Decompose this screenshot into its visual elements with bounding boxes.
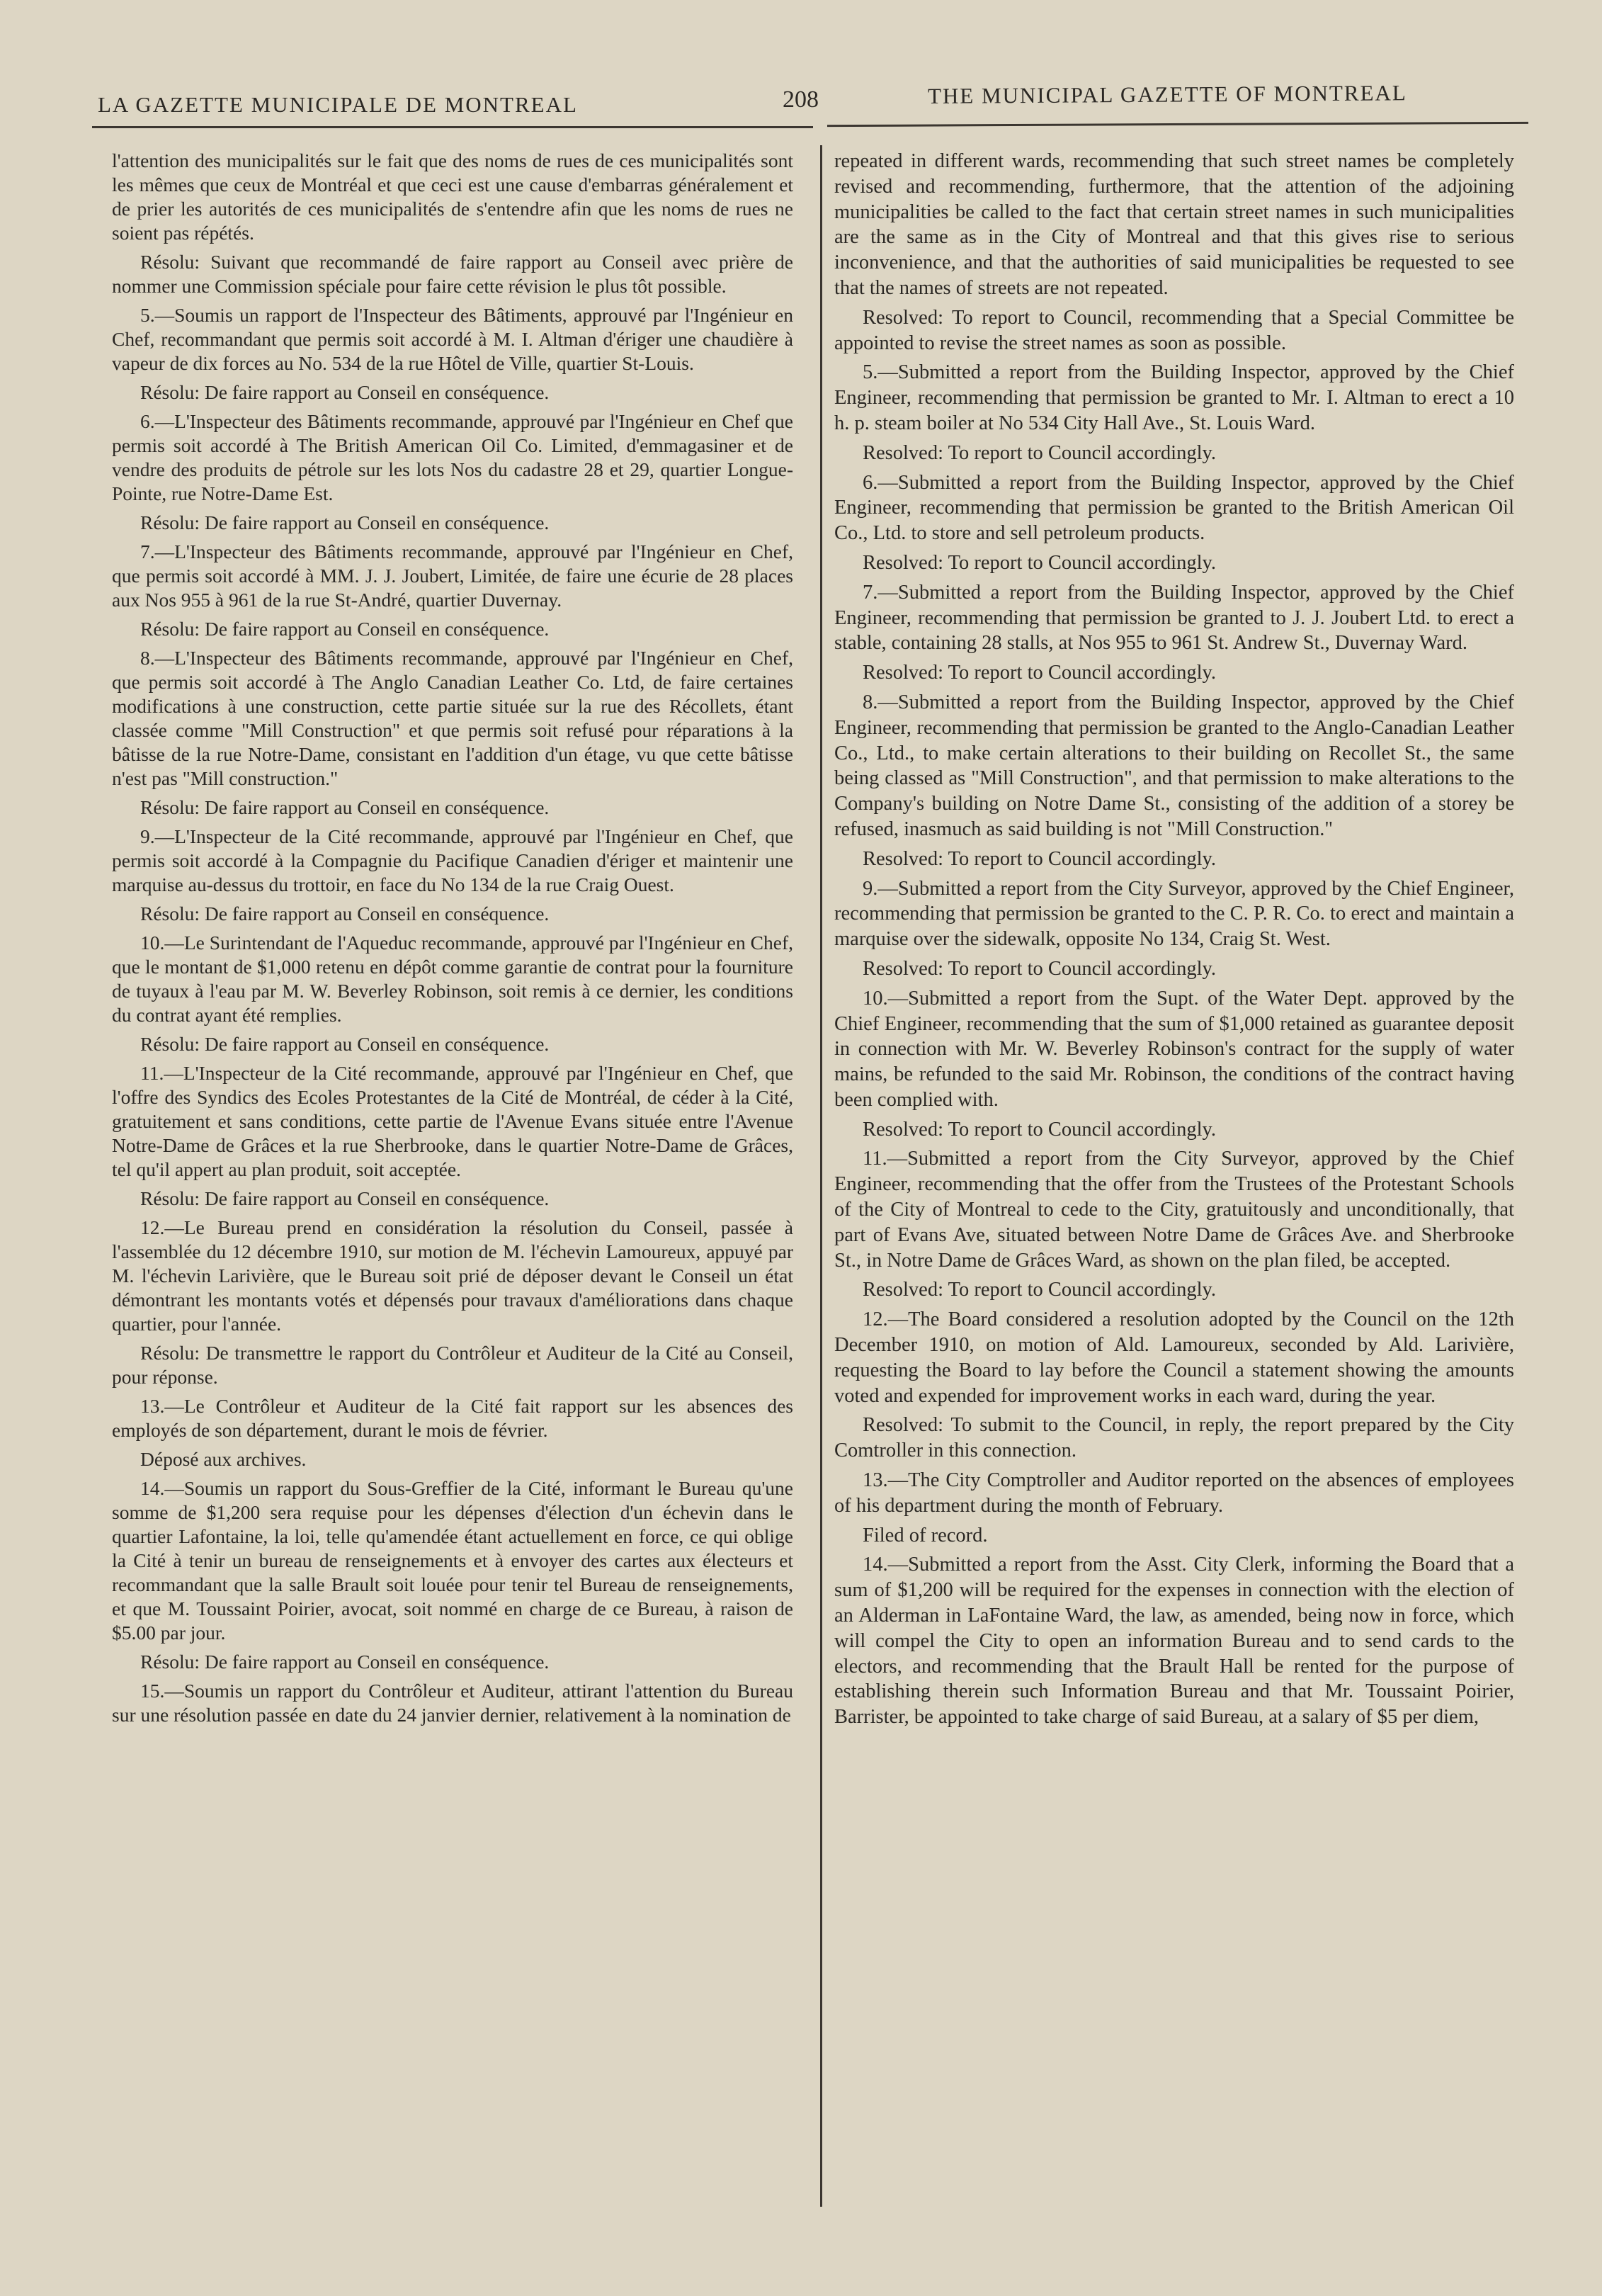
paragraph: 7.—Submitted a report from the Building Inspector, approved by the Chief Engineer, recommending that permission be granted to J. J. Joubert Ltd. to erect a stable, containing 28 stalls, at Nos 955 to 961 St. Andrew St., Duvernay Ward. [834, 581, 1514, 655]
paragraph: Resolved: To report to Council accordingly. [863, 441, 1217, 464]
paragraph: 8.—Submitted a report from the Building Inspector, approved by the Chief Engineer, recommending that permission be granted to the Anglo-Canadian Leather Co., Ltd., to make certain alterations to their building on Recollet St., the same being classed as "Mill Construction", and that permission to make alterations to the Company's building on Notre Dame St., consisting of the addition of a storey be refused, inasmuch as said building is not "Mill Construction." [834, 691, 1514, 840]
french-title: LA GAZETTE MUNICIPALE DE MONTREAL [98, 92, 578, 117]
paragraph: 10.—Le Surintendant de l'Aqueduc recommande, approuvé par l'Ingénieur en Chef, que le montant de $1,000 retenu en dépôt comme garantie de contrat pour la fourniture de tuyaux à l'eau par M. W. Beverley Robinson, soit remis à ce dernier, les conditions du contrat ayant été remplies. [112, 932, 793, 1026]
paragraph: l'attention des municipalités sur le fait que des noms de rues de ces municipalités sont les mêmes que ceux de Montréal et que ceci est une cause d'embarras généralement et de prier les autorités de ces municipalités de s'entendre afin que les noms de rues ne soient pas répétés. [112, 149, 793, 244]
paragraph: 6.—Submitted a report from the Building Inspector, approved by the Chief Engineer, recommending that permission be granted to the British American Oil Co., Ltd. to store and sell petroleum products. [834, 471, 1514, 545]
paragraph: Resolved: To report to Council accordingly. [863, 551, 1217, 574]
french-column [112, 149, 793, 1732]
page-header [92, 79, 1523, 122]
paragraph: Resolved: To report to Council accordingly. [863, 1118, 1217, 1141]
paragraph: Résolu: De faire rapport au Conseil en conséquence. [140, 903, 550, 924]
english-column [834, 149, 1514, 1734]
header-rule-left [92, 126, 813, 128]
paragraph: Résolu: De faire rapport au Conseil en conséquence. [140, 1033, 550, 1055]
paragraph: Resolved: To report to Council accordingly. [863, 847, 1217, 870]
paragraph: 5.—Soumis un rapport de l'Inspecteur des Bâtiments, approuvé par l'Ingénieur en Chef, recommandant que permis soit accordé à M. I. Altman d'ériger une chaudière à vapeur de dix forces au No. 534 de la rue Hôtel de Ville, quartier St-Louis. [112, 304, 793, 374]
paragraph: Résolu: De transmettre le rapport du Contrôleur et Auditeur de la Cité au Conseil, pour réponse. [112, 1342, 793, 1388]
paragraph: 10.—Submitted a report from the Supt. of the Water Dept. approved by the Chief Engineer, recommending that the sum of $1,000 retained as guarantee deposit in connection with Mr. W. Beverley Robinson's contract for the supply of water mains, be refunded to the said Mr. Robinson, the conditions of the contract having been complied with. [834, 987, 1514, 1111]
paragraph: Résolu: De faire rapport au Conseil en conséquence. [140, 618, 550, 640]
paragraph: Déposé aux archives. [140, 1448, 307, 1470]
paragraph: Filed of record. [863, 1524, 988, 1546]
paragraph: Resolved: To report to Council accordingly. [863, 957, 1217, 980]
paragraph: 6.—L'Inspecteur des Bâtiments recommande, approuvé par l'Ingénieur en Chef que permis soit accordé à The British American Oil Co. Limited, d'emmagasiner et de vendre des produits de pétrole sur les lots Nos du cadastre 28 et 29, quartier Longue-Pointe, rue Notre-Dame Est. [112, 410, 793, 504]
paragraph: 7.—L'Inspecteur des Bâtiments recommande, approuvé par l'Ingénieur en Chef, que permis soit accordé à MM. J. J. Joubert, Limitée, de faire une écurie de 28 places aux Nos 955 à 961 de la rue St-André, quartier Duvernay. [112, 541, 793, 611]
paragraph: 9.—Submitted a report from the City Surveyor, approved by the Chief Engineer, recommending that permission be granted to the C. P. R. Co. to erect and maintain a marquise over the sidewalk, opposite No 134, Craig St. West. [834, 877, 1514, 951]
english-title: THE MUNICIPAL GAZETTE OF MONTREAL [927, 80, 1407, 108]
paragraph: Résolu: De faire rapport au Conseil en conséquence. [140, 381, 550, 403]
paragraph: 9.—L'Inspecteur de la Cité recommande, approuvé par l'Ingénieur en Chef, que permis soit accordé à la Compagnie du Pacifique Canadien d'ériger et maintenir une marquise au-dessus du trottoir, en face du No 134 de la rue Craig Ouest. [112, 825, 793, 895]
paragraph: Resolved: To report to Council accordingly. [863, 662, 1217, 684]
page-number: 208 [783, 86, 819, 113]
paragraph: 13.—The City Comptroller and Auditor reported on the absences of employees of his department during the month of February. [834, 1469, 1514, 1517]
paragraph: Résolu: De faire rapport au Conseil en conséquence. [140, 1187, 550, 1209]
paragraph: Résolu: De faire rapport au Conseil en conséquence. [140, 796, 550, 818]
paragraph: Resolved: To report to Council, recommending that a Special Committee be appointed to revise the street names as soon as possible. [834, 306, 1514, 354]
column-divider [820, 145, 822, 2207]
paragraph: 14.—Submitted a report from the Asst. City Clerk, informing the Board that a sum of $1,200 will be required for the expenses in connection with the election of an Alderman in LaFontaine Ward, the law, as amended, being now in force, which will compel the City to open an information Bureau and to send cards to the electors, and recommending that the Brault Hall be rented for the purpose of establishing therein such Information Bureau and that Mr. Toussaint Poirier, Barrister, be appointed to take charge of said Bureau, at a salary of $5 per diem, [834, 1554, 1514, 1729]
paragraph: 11.—L'Inspecteur de la Cité recommande, approuvé par l'Ingénieur en Chef, que l'offre des Syndics des Ecoles Protestantes de la Cité de Montréal, de céder à la Cité, gratuitement et sans conditions, cette partie de l'Avenue Evans située entre l'Avenue Notre-Dame de Grâces et la rue Sherbrooke, dans le quartier Notre-Dame de Grâces, tel qu'il appert au plan produit, soit acceptée. [112, 1062, 793, 1180]
paragraph: Résolu: De faire rapport au Conseil en conséquence. [140, 511, 550, 533]
paragraph: Résolu: De faire rapport au Conseil en conséquence. [140, 1651, 550, 1673]
paragraph: Resolved: To submit to the Council, in reply, the report prepared by the City Comtroller in this connection. [834, 1414, 1514, 1462]
paragraph: 11.—Submitted a report from the City Surveyor, approved by the Chief Engineer, recommending that the offer from the Trustees of the Protestant Schools of the City of Montreal to cede to the City, gratuitously and unconditionally, that part of Evans Ave, situated between Notre Dame de Grâces Ave. and Sherbrooke St., in Notre Dame de Grâces Ward, as shown on the plan filed, be accepted. [834, 1148, 1514, 1272]
paragraph: 8.—L'Inspecteur des Bâtiments recommande, approuvé par l'Ingénieur en Chef, que permis soit accordé à The Anglo Canadian Leather Co. Ltd, de faire certaines modifications à une construction, cette partie située sur la rue des Récollets, étant classée comme "Mill Construction" et que permis soit refusé pour réparations à la bâtisse de la rue Notre-Dame, consistant en l'addition d'un étage, vu que cette bâtisse n'est pas "Mill construction." [112, 647, 793, 789]
paragraph: 12.—Le Bureau prend en considération la résolution du Conseil, passée à l'assemblée du 12 décembre 1910, sur motion de M. l'échevin Lamoureux, appuyé par M. l'échevin Larivière, que le Bureau soit prié de déposer devant le Conseil un état démontrant les montants votés et dépensés pour travaux d'améliorations dans chaque quartier, pour l'année. [112, 1216, 793, 1335]
paragraph: repeated in different wards, recommending that such street names be completely revised and recommending, furthermore, that the attention of the adjoining municipalities be called to the fact that certain street names in such municipalities are the same as in the City of Montreal and that this gives rise to serious inconvenience, and that the authorities of said municipalities be requested to see that the names of streets are not repeated. [834, 150, 1514, 299]
paragraph: 12.—The Board considered a resolution adopted by the Council on the 12th December 1910, on motion of Ald. Lamoureux, seconded by Ald. Larivière, requesting the Board to lay before the Council a statement showing the amounts voted and expended for improvement works in each ward, during the year. [834, 1308, 1514, 1407]
paragraph: Résolu: Suivant que recommandé de faire rapport au Conseil avec prière de nommer une Commission spéciale pour faire cette révision le plus tôt possible. [112, 251, 793, 297]
paragraph: 5.—Submitted a report from the Building Inspector, approved by the Chief Engineer, recommending that permission be granted to Mr. I. Altman to erect a 10 h. p. steam boiler at No 534 City Hall Ave., St. Louis Ward. [834, 361, 1514, 434]
paragraph: 15.—Soumis un rapport du Contrôleur et Auditeur, attirant l'attention du Bureau sur une résolution passée en date du 24 janvier dernier, relativement à la nomination de [112, 1680, 793, 1726]
paragraph: Resolved: To report to Council accordingly. [863, 1279, 1217, 1301]
paragraph: 13.—Le Contrôleur et Auditeur de la Cité fait rapport sur les absences des employés de son département, durant le mois de février. [112, 1395, 793, 1441]
paragraph: 14.—Soumis un rapport du Sous-Greffier de la Cité, informant le Bureau qu'une somme de $1,200 sera requise pour les dépenses d'élection d'un échevin dans le quartier Lafontaine, la loi, telle qu'amendée étant actuellement en force, ce qui oblige la Cité à tenir un bureau de renseignements et à envoyer des cartes aux électeurs et recommandant que la salle Brault soit louée pour tenir tel Bureau de renseignements, et que M. Toussaint Poirier, avocat, soit nommé en charge de ce Bureau, à raison de $5.00 par jour. [112, 1477, 793, 1644]
header-rule-right [827, 122, 1528, 127]
